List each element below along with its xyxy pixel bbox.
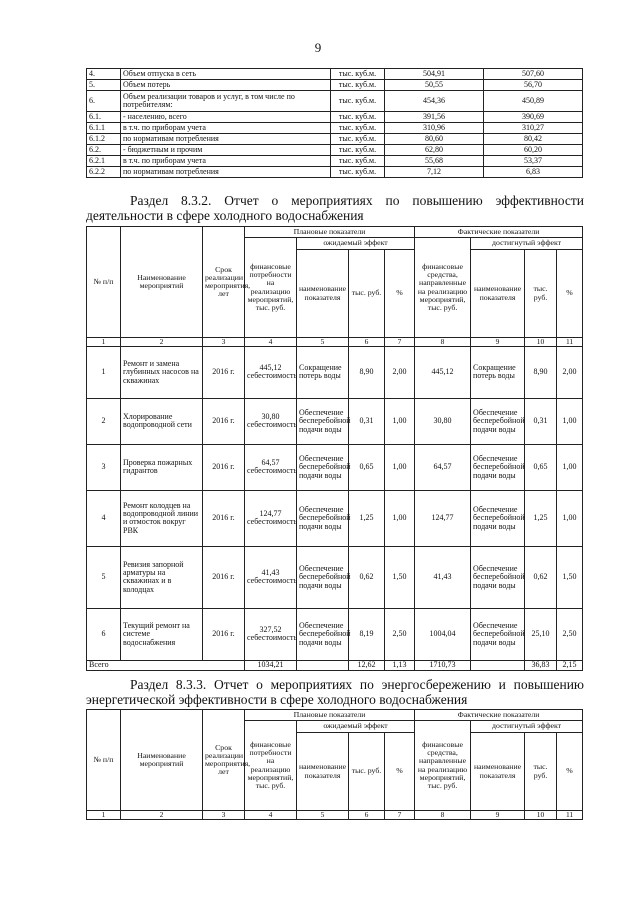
plan-pct-header: % (385, 250, 415, 338)
column-number: 2 (121, 811, 203, 820)
fact-ths-header: тыс. руб. (525, 733, 557, 811)
total-fact-ths: 36,83 (525, 660, 557, 670)
row-plan-value: 50,55 (385, 80, 484, 91)
efficiency-measures-table (86, 226, 583, 671)
column-number: 1 (87, 811, 121, 820)
table-row (87, 91, 583, 112)
column-number: 3 (203, 338, 245, 347)
measure-number: 4 (87, 490, 121, 546)
row-plan-value: 310,96 (385, 123, 484, 134)
row-name: Объем отпуска в сеть (121, 69, 331, 80)
measure-name: Проверка пожарных гидрантов (121, 444, 203, 490)
fact-indicator: Обеспечение бесперебойной подачи воды (471, 444, 525, 490)
measure-term: 2016 г. (203, 608, 245, 660)
column-number: 7 (385, 811, 415, 820)
row-name: по нормативам потребления (121, 167, 331, 178)
fact-pct-header: % (557, 733, 583, 811)
fact-indicator: Обеспечение бесперебойной подачи воды (471, 546, 525, 608)
col-term-header: Срок реализации мероприятия, лет (203, 710, 245, 811)
column-number: 5 (297, 811, 349, 820)
fact-ths-header: тыс. руб. (525, 250, 557, 338)
total-plan-pct: 1,13 (385, 660, 415, 670)
plan-effect-ths: 0,31 (349, 398, 385, 444)
measure-term: 2016 г. (203, 490, 245, 546)
row-number: 5. (87, 80, 121, 91)
row-fact-value: 80,42 (484, 134, 583, 145)
table-row (87, 112, 583, 123)
row-fact-value: 507,60 (484, 69, 583, 80)
volume-table (86, 68, 583, 178)
row-unit: тыс. куб.м. (331, 123, 385, 134)
row-unit: тыс. куб.м. (331, 134, 385, 145)
plan-effect-pct: 1,00 (385, 444, 415, 490)
col-name-header: Наименование мероприятий (121, 710, 203, 811)
plan-finance: 64,57 себестоимость (245, 444, 297, 490)
fact-finance: 41,43 (415, 546, 471, 608)
row-number: 6. (87, 91, 121, 112)
row-unit: тыс. куб.м. (331, 80, 385, 91)
fact-indicator: Сокращение потерь воды (471, 346, 525, 398)
fact-fin-header: финансовые средства, направленные на реализацию мероприятий, тыс. руб. (415, 238, 471, 338)
fact-indicator: Обеспечение бесперебойной подачи воды (471, 490, 525, 546)
plan-ind-header: наименование показателя (297, 733, 349, 811)
row-name: в т.ч. по приборам учета (121, 123, 331, 134)
row-plan-value: 454,36 (385, 91, 484, 112)
row-plan-value: 80,60 (385, 134, 484, 145)
measure-name: Текущий ремонт на системе водоснабжения (121, 608, 203, 660)
fact-effect-pct: 1,00 (557, 444, 583, 490)
measure-number: 5 (87, 546, 121, 608)
plan-finance: 30,80 себестоимость (245, 398, 297, 444)
fact-effect-ths: 25,10 (525, 608, 557, 660)
fact-indicator: Обеспечение бесперебойной подачи воды (471, 608, 525, 660)
fact-header: Фактические показатели (415, 227, 583, 238)
measure-number: 1 (87, 346, 121, 398)
row-number: 6.1.2 (87, 134, 121, 145)
plan-header: Плановые показатели (245, 227, 415, 238)
measure-number: 2 (87, 398, 121, 444)
fact-finance: 124,77 (415, 490, 471, 546)
energy-saving-table (86, 709, 583, 820)
table-row (87, 444, 583, 490)
row-name: Объем потерь (121, 80, 331, 91)
column-number: 6 (349, 811, 385, 820)
row-number: 6.1. (87, 112, 121, 123)
row-number: 6.2. (87, 145, 121, 156)
table-row (87, 398, 583, 444)
column-number: 4 (245, 811, 297, 820)
measure-name: Ремонт колодцев на водопроводной линии и отмосток вокруг РВК (121, 490, 203, 546)
column-number: 3 (203, 811, 245, 820)
row-unit: тыс. куб.м. (331, 156, 385, 167)
fact-effect-ths: 0,62 (525, 546, 557, 608)
plan-effect-ths: 0,62 (349, 546, 385, 608)
total-label: Всего (87, 660, 245, 670)
fact-effect-ths: 0,31 (525, 398, 557, 444)
fact-effect-ths: 8,90 (525, 346, 557, 398)
total-fact-finance: 1710,73 (415, 660, 471, 670)
fact-finance: 30,80 (415, 398, 471, 444)
table-row (87, 69, 583, 80)
total-plan-ths: 12,62 (349, 660, 385, 670)
total-plan-finance: 1034,21 (245, 660, 297, 670)
column-number: 10 (525, 338, 557, 347)
section-heading-8-3-3 (86, 677, 584, 707)
plan-indicator: Обеспечение бесперебойной подачи воды (297, 546, 349, 608)
achieved-effect-header: достигнутый эффект (471, 721, 583, 733)
plan-indicator: Сокращение потерь воды (297, 346, 349, 398)
row-name: - населению, всего (121, 112, 331, 123)
row-plan-value: 7,12 (385, 167, 484, 178)
measure-term: 2016 г. (203, 398, 245, 444)
column-number: 8 (415, 338, 471, 347)
plan-indicator: Обеспечение бесперебойной подачи воды (297, 608, 349, 660)
row-fact-value: 310,27 (484, 123, 583, 134)
fact-effect-ths: 0,65 (525, 444, 557, 490)
plan-indicator: Обеспечение бесперебойной подачи воды (297, 490, 349, 546)
plan-effect-pct: 2,00 (385, 346, 415, 398)
row-unit: тыс. куб.м. (331, 112, 385, 123)
page-number: 9 (314, 40, 322, 55)
column-number: 6 (349, 338, 385, 347)
heading-text: Раздел 8.3.2. Отчет о мероприятиях по повышению эффективности деятельности в сфере холодного водоснабжения (86, 193, 584, 223)
row-plan-value: 55,68 (385, 156, 484, 167)
plan-ths-header: тыс. руб. (349, 250, 385, 338)
plan-effect-pct: 2,50 (385, 608, 415, 660)
fact-effect-pct: 2,50 (557, 608, 583, 660)
row-number: 6.1.1 (87, 123, 121, 134)
col-num-header: № п/п (87, 227, 121, 338)
row-unit: тыс. куб.м. (331, 167, 385, 178)
measure-name: Ремонт и замена глубинных насосов на скважинах (121, 346, 203, 398)
row-fact-value: 6,83 (484, 167, 583, 178)
plan-effect-ths: 0,65 (349, 444, 385, 490)
fact-effect-pct: 1,00 (557, 490, 583, 546)
row-fact-value: 60,20 (484, 145, 583, 156)
measure-number: 3 (87, 444, 121, 490)
table-row (87, 134, 583, 145)
row-unit: тыс. куб.м. (331, 91, 385, 112)
plan-effect-ths: 8,19 (349, 608, 385, 660)
fact-fin-header: финансовые средства, направленные на реализацию мероприятий, тыс. руб. (415, 721, 471, 811)
column-number: 8 (415, 811, 471, 820)
column-number: 11 (557, 338, 583, 347)
row-number: 6.2.2 (87, 167, 121, 178)
measure-term: 2016 г. (203, 546, 245, 608)
column-number: 9 (471, 811, 525, 820)
row-fact-value: 56,70 (484, 80, 583, 91)
empty-cell (297, 660, 349, 670)
plan-pct-header: % (385, 733, 415, 811)
row-plan-value: 62,80 (385, 145, 484, 156)
total-fact-pct: 2,15 (557, 660, 583, 670)
plan-indicator: Обеспечение бесперебойной подачи воды (297, 444, 349, 490)
plan-effect-pct: 1,50 (385, 546, 415, 608)
row-name: Объем реализации товаров и услуг, в том числе по потребителям: (121, 91, 331, 112)
measure-name: Хлорирование водопроводной сети (121, 398, 203, 444)
measure-term: 2016 г. (203, 444, 245, 490)
table-row (87, 608, 583, 660)
plan-finance: 327,52 себестоимость (245, 608, 297, 660)
col-term-header: Срок реализации мероприятия, лет (203, 227, 245, 338)
table-row (87, 490, 583, 546)
plan-ind-header: наименование показателя (297, 250, 349, 338)
row-fact-value: 450,89 (484, 91, 583, 112)
measure-name: Ревизия запорной арматуры на скважинах и в колодцах (121, 546, 203, 608)
table-row (87, 80, 583, 91)
heading-text: Раздел 8.3.3. Отчет о мероприятиях по энергосбережению и повышению энергетической эффективности в сфере холодного водоснабжения (86, 677, 584, 707)
column-number: 1 (87, 338, 121, 347)
fact-header: Фактические показатели (415, 710, 583, 721)
plan-ths-header: тыс. руб. (349, 733, 385, 811)
row-name: в т.ч. по приборам учета (121, 156, 331, 167)
row-name: по нормативам потребления (121, 134, 331, 145)
row-name: - бюджетным и прочим (121, 145, 331, 156)
column-number: 7 (385, 338, 415, 347)
column-number: 2 (121, 338, 203, 347)
row-plan-value: 504,91 (385, 69, 484, 80)
table-row (87, 346, 583, 398)
row-fact-value: 53,37 (484, 156, 583, 167)
col-num-header: № п/п (87, 710, 121, 811)
measure-term: 2016 г. (203, 346, 245, 398)
row-unit: тыс. куб.м. (331, 69, 385, 80)
table-row (87, 546, 583, 608)
column-number: 11 (557, 811, 583, 820)
fact-pct-header: % (557, 250, 583, 338)
expected-effect-header: ожидаемый эффект (297, 721, 415, 733)
expected-effect-header: ожидаемый эффект (297, 238, 415, 250)
fact-effect-pct: 1,00 (557, 398, 583, 444)
table-row (87, 167, 583, 178)
column-number: 9 (471, 338, 525, 347)
fact-effect-ths: 1,25 (525, 490, 557, 546)
plan-header: Плановые показатели (245, 710, 415, 721)
fact-effect-pct: 2,00 (557, 346, 583, 398)
fact-finance: 1004,04 (415, 608, 471, 660)
table-row (87, 145, 583, 156)
plan-effect-ths: 8,90 (349, 346, 385, 398)
plan-finance: 41,43 себестоимость (245, 546, 297, 608)
column-number: 10 (525, 811, 557, 820)
fact-effect-pct: 1,50 (557, 546, 583, 608)
plan-effect-pct: 1,00 (385, 490, 415, 546)
fact-ind-header: наименование показателя (471, 733, 525, 811)
table-row (87, 123, 583, 134)
row-plan-value: 391,56 (385, 112, 484, 123)
row-fact-value: 390,69 (484, 112, 583, 123)
plan-effect-pct: 1,00 (385, 398, 415, 444)
column-number: 4 (245, 338, 297, 347)
section-heading-8-3-2 (86, 193, 584, 223)
row-number: 6.2.1 (87, 156, 121, 167)
row-unit: тыс. куб.м. (331, 145, 385, 156)
plan-finance: 445,12 себестоимость (245, 346, 297, 398)
measure-number: 6 (87, 608, 121, 660)
plan-indicator: Обеспечение бесперебойной подачи воды (297, 398, 349, 444)
column-number: 5 (297, 338, 349, 347)
fact-finance: 64,57 (415, 444, 471, 490)
plan-finance: 124,77 себестоимость (245, 490, 297, 546)
empty-cell (471, 660, 525, 670)
achieved-effect-header: достигнутый эффект (471, 238, 583, 250)
fact-finance: 445,12 (415, 346, 471, 398)
row-number: 4. (87, 69, 121, 80)
plan-fin-header: финансовые потребности на реализацию мероприятий, тыс. руб. (245, 721, 297, 811)
col-name-header: Наименование мероприятий (121, 227, 203, 338)
plan-effect-ths: 1,25 (349, 490, 385, 546)
table-row (87, 156, 583, 167)
fact-indicator: Обеспечение бесперебойной подачи воды (471, 398, 525, 444)
total-row (87, 660, 583, 670)
fact-ind-header: наименование показателя (471, 250, 525, 338)
plan-fin-header: финансовые потребности на реализацию мероприятий, тыс. руб. (245, 238, 297, 338)
